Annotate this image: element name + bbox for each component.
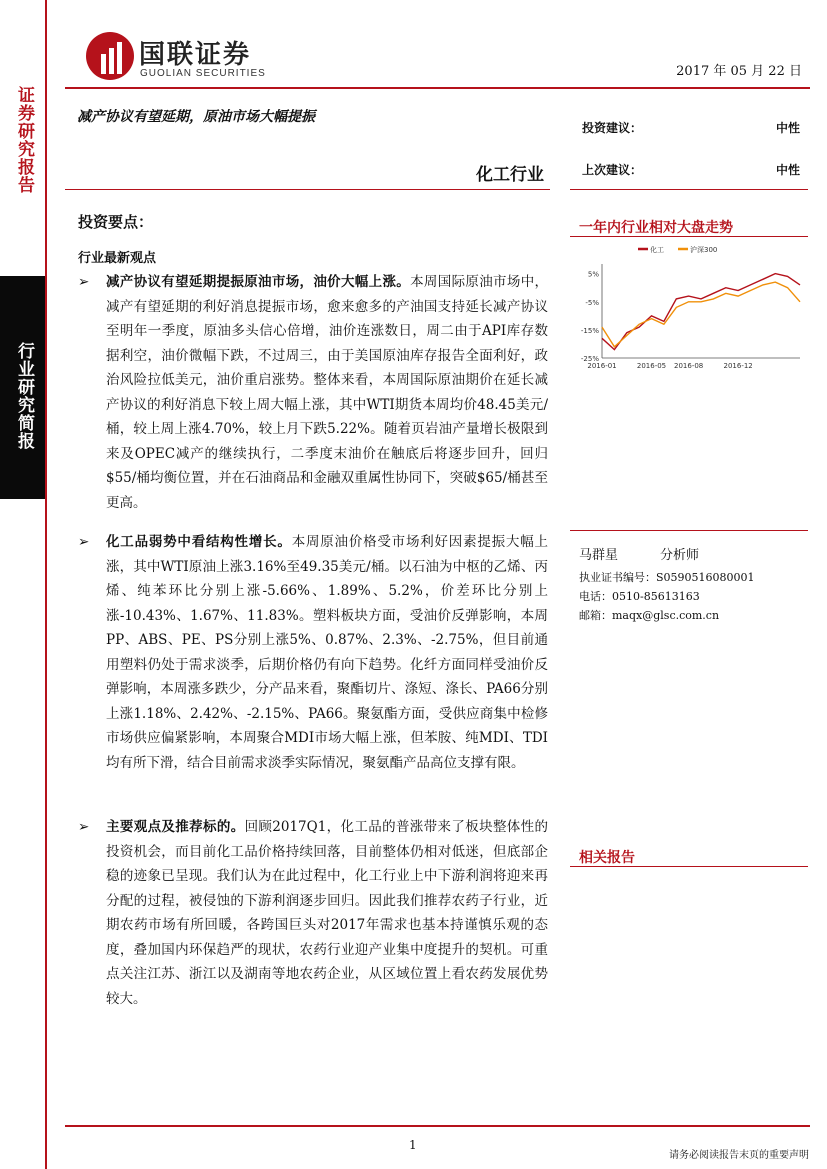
current-rating-value: 中性 xyxy=(775,121,800,135)
title-rule xyxy=(65,189,550,190)
chart-title: 一年内行业相对大盘走势 xyxy=(579,220,733,236)
trend-chart xyxy=(570,240,810,380)
current-rating-label: 投资建议： xyxy=(582,121,643,135)
chart-x-tick-label: 2016-08 xyxy=(674,362,704,370)
header-rule xyxy=(65,87,810,89)
chart-y-tick-label: -25% xyxy=(580,355,599,363)
bullet-arrow-icon: ➢ xyxy=(78,534,90,550)
chart-x-tick-label: 2016-05 xyxy=(636,362,667,370)
sub-heading: 行业最新观点 xyxy=(78,251,157,266)
analyst-phone: 电话：0510-85613163 xyxy=(579,590,700,603)
side-label-report-category: 行业研究简报 xyxy=(14,342,34,450)
chart-legend-label: 化工 xyxy=(650,246,664,254)
analyst-role: 分析师 xyxy=(660,548,700,563)
previous-rating-label: 上次建议： xyxy=(582,163,643,177)
chart-title-rule xyxy=(570,236,808,237)
section-title: 投资要点： xyxy=(78,213,154,231)
side-band-bottom xyxy=(0,499,47,1169)
side-label-report-type: 证券研究报告 xyxy=(14,86,34,194)
brand-logo-bars-icon xyxy=(98,40,128,74)
footer-rule xyxy=(65,1125,810,1127)
paragraph-oil-market xyxy=(78,270,548,515)
rating-rule xyxy=(570,189,808,190)
paragraph-text: 回顾2017Q1，化工品的普涨带来了板块整体性的投资机会，而目前化工品价格持续回落，目前整体仍相对低迷，但底部企稳的迹象已呈现。我们认为在此过程中，化工行业上中下游利润将迎来再分配的过程，被侵蚀的下游利润逐步回归。因此我们推荐农药子行业，近期农药市场有所回暖，各跨国巨头对2017年需求也基本持谨慎乐观的态度，叠加国内环保趋严的现状，农药行业迎产业集中度提升的契机。可重点关注江苏、浙江以及湖南等地农药企业，从区域位置上看农药发展优势较大。 xyxy=(106,819,549,1007)
chart-x-tick-label: 2016-01 xyxy=(587,362,617,370)
paragraph-lead: 化工品弱势中看结构性增长。 xyxy=(106,534,292,550)
chart-y-tick-label: -15% xyxy=(580,326,599,335)
analyst-top-rule xyxy=(570,530,808,531)
analyst-email: 邮箱：maqx@glsc.com.cn xyxy=(579,609,720,622)
brand-name-cn: 国联证券 xyxy=(139,40,252,70)
paragraph-lead: 减产协议有望延期提振原油市场，油价大幅上涨。 xyxy=(106,274,411,290)
paragraph-text: 本周国际原油市场中，减产有望延期的利好消息提振市场，愈来愈多的产油国支持延长减产协议至明年一季度，原油多头信心倍增，油价连涨数日，周二由于API库存数据利空，油价微幅下跌，不过周三，由于美国原油库存报告全面利好，政治风险拉低美元，油价重启涨势。整体来看，本周国际原油期价在延长减产协议的利好消息下较上周大幅上涨，其中WTI期货本周均价48.45美元/桶，较上周上涨4.70%，较上月下跌5.22%。随着页岩油产量增长极限到来及OPEC减产的继续执行，二季度末油价在触底后将逐步回升，回归$55/桶均衡位置，并在石油商品和金融双重属性协同下，突破$65/桶甚至更高。 xyxy=(106,274,549,511)
analyst-name: 马群星 xyxy=(579,548,619,563)
related-reports-title: 相关报告 xyxy=(579,850,635,866)
bullet-arrow-icon: ➢ xyxy=(78,819,90,835)
report-date: 2017 年 05 月 22 日 xyxy=(676,64,802,79)
chart-x-tick-label: 2016-12 xyxy=(723,362,753,370)
bullet-arrow-icon: ➢ xyxy=(78,274,90,290)
report-subtitle: 减产协议有望延期，原油市场大幅提振 xyxy=(77,109,315,125)
previous-rating-value: 中性 xyxy=(775,163,800,177)
paragraph-chemicals xyxy=(78,530,548,775)
footer-disclaimer: 请务必阅读报告末页的重要声明 xyxy=(669,1150,809,1161)
paragraph-text: 本周原油价格受市场利好因素提振大幅上涨，其中WTI原油上涨3.16%至49.35美元/桶。以石油为中枢的乙烯、丙烯、纯苯环比分别上涨-5.66%、1.89%、5.2%，价差环比分别上涨-10.43%、1.67%、11.83%。塑料板块方面，受油价反弹影响，本周PP、ABS、PE、PS分别上涨5%、0.87%、2.3%、-2.75%，但目前通用塑料仍处于需求淡季，后期价格仍有向下趋势。化纤方面同样受油价反弹影响，本周涨多跌少，分产品来看，聚酯切片、涤短、涤长、PA66分别上涨1.18%、2.42%、-2.15%、PA66。聚氨酯方面，受供应商集中检修市场供应偏紧影响，本周聚合MDI市场大幅上涨，但苯胺、纯MDI、TDI均有所下滑，结合目前需求淡季实际情况，聚氨酯产品高位支撑有限。 xyxy=(106,534,549,771)
side-band-divider xyxy=(45,0,47,1169)
chart-y-tick-label: 5% xyxy=(587,270,599,279)
analyst-license: 执业证书编号：S0590516080001 xyxy=(579,571,755,584)
paragraph-recommendation xyxy=(78,815,548,1011)
brand-name-en: GUOLIAN SECURITIES xyxy=(140,68,266,79)
related-reports-rule xyxy=(570,866,808,867)
paragraph-lead: 主要观点及推荐标的。 xyxy=(106,819,245,835)
chart-series-line xyxy=(602,282,800,347)
industry-title: 化工行业 xyxy=(476,165,544,185)
page-number: 1 xyxy=(409,1138,417,1152)
chart-legend-label: 沪深300 xyxy=(690,246,718,254)
chart-y-tick-label: -5% xyxy=(585,298,599,307)
chart-series-line xyxy=(602,274,800,350)
